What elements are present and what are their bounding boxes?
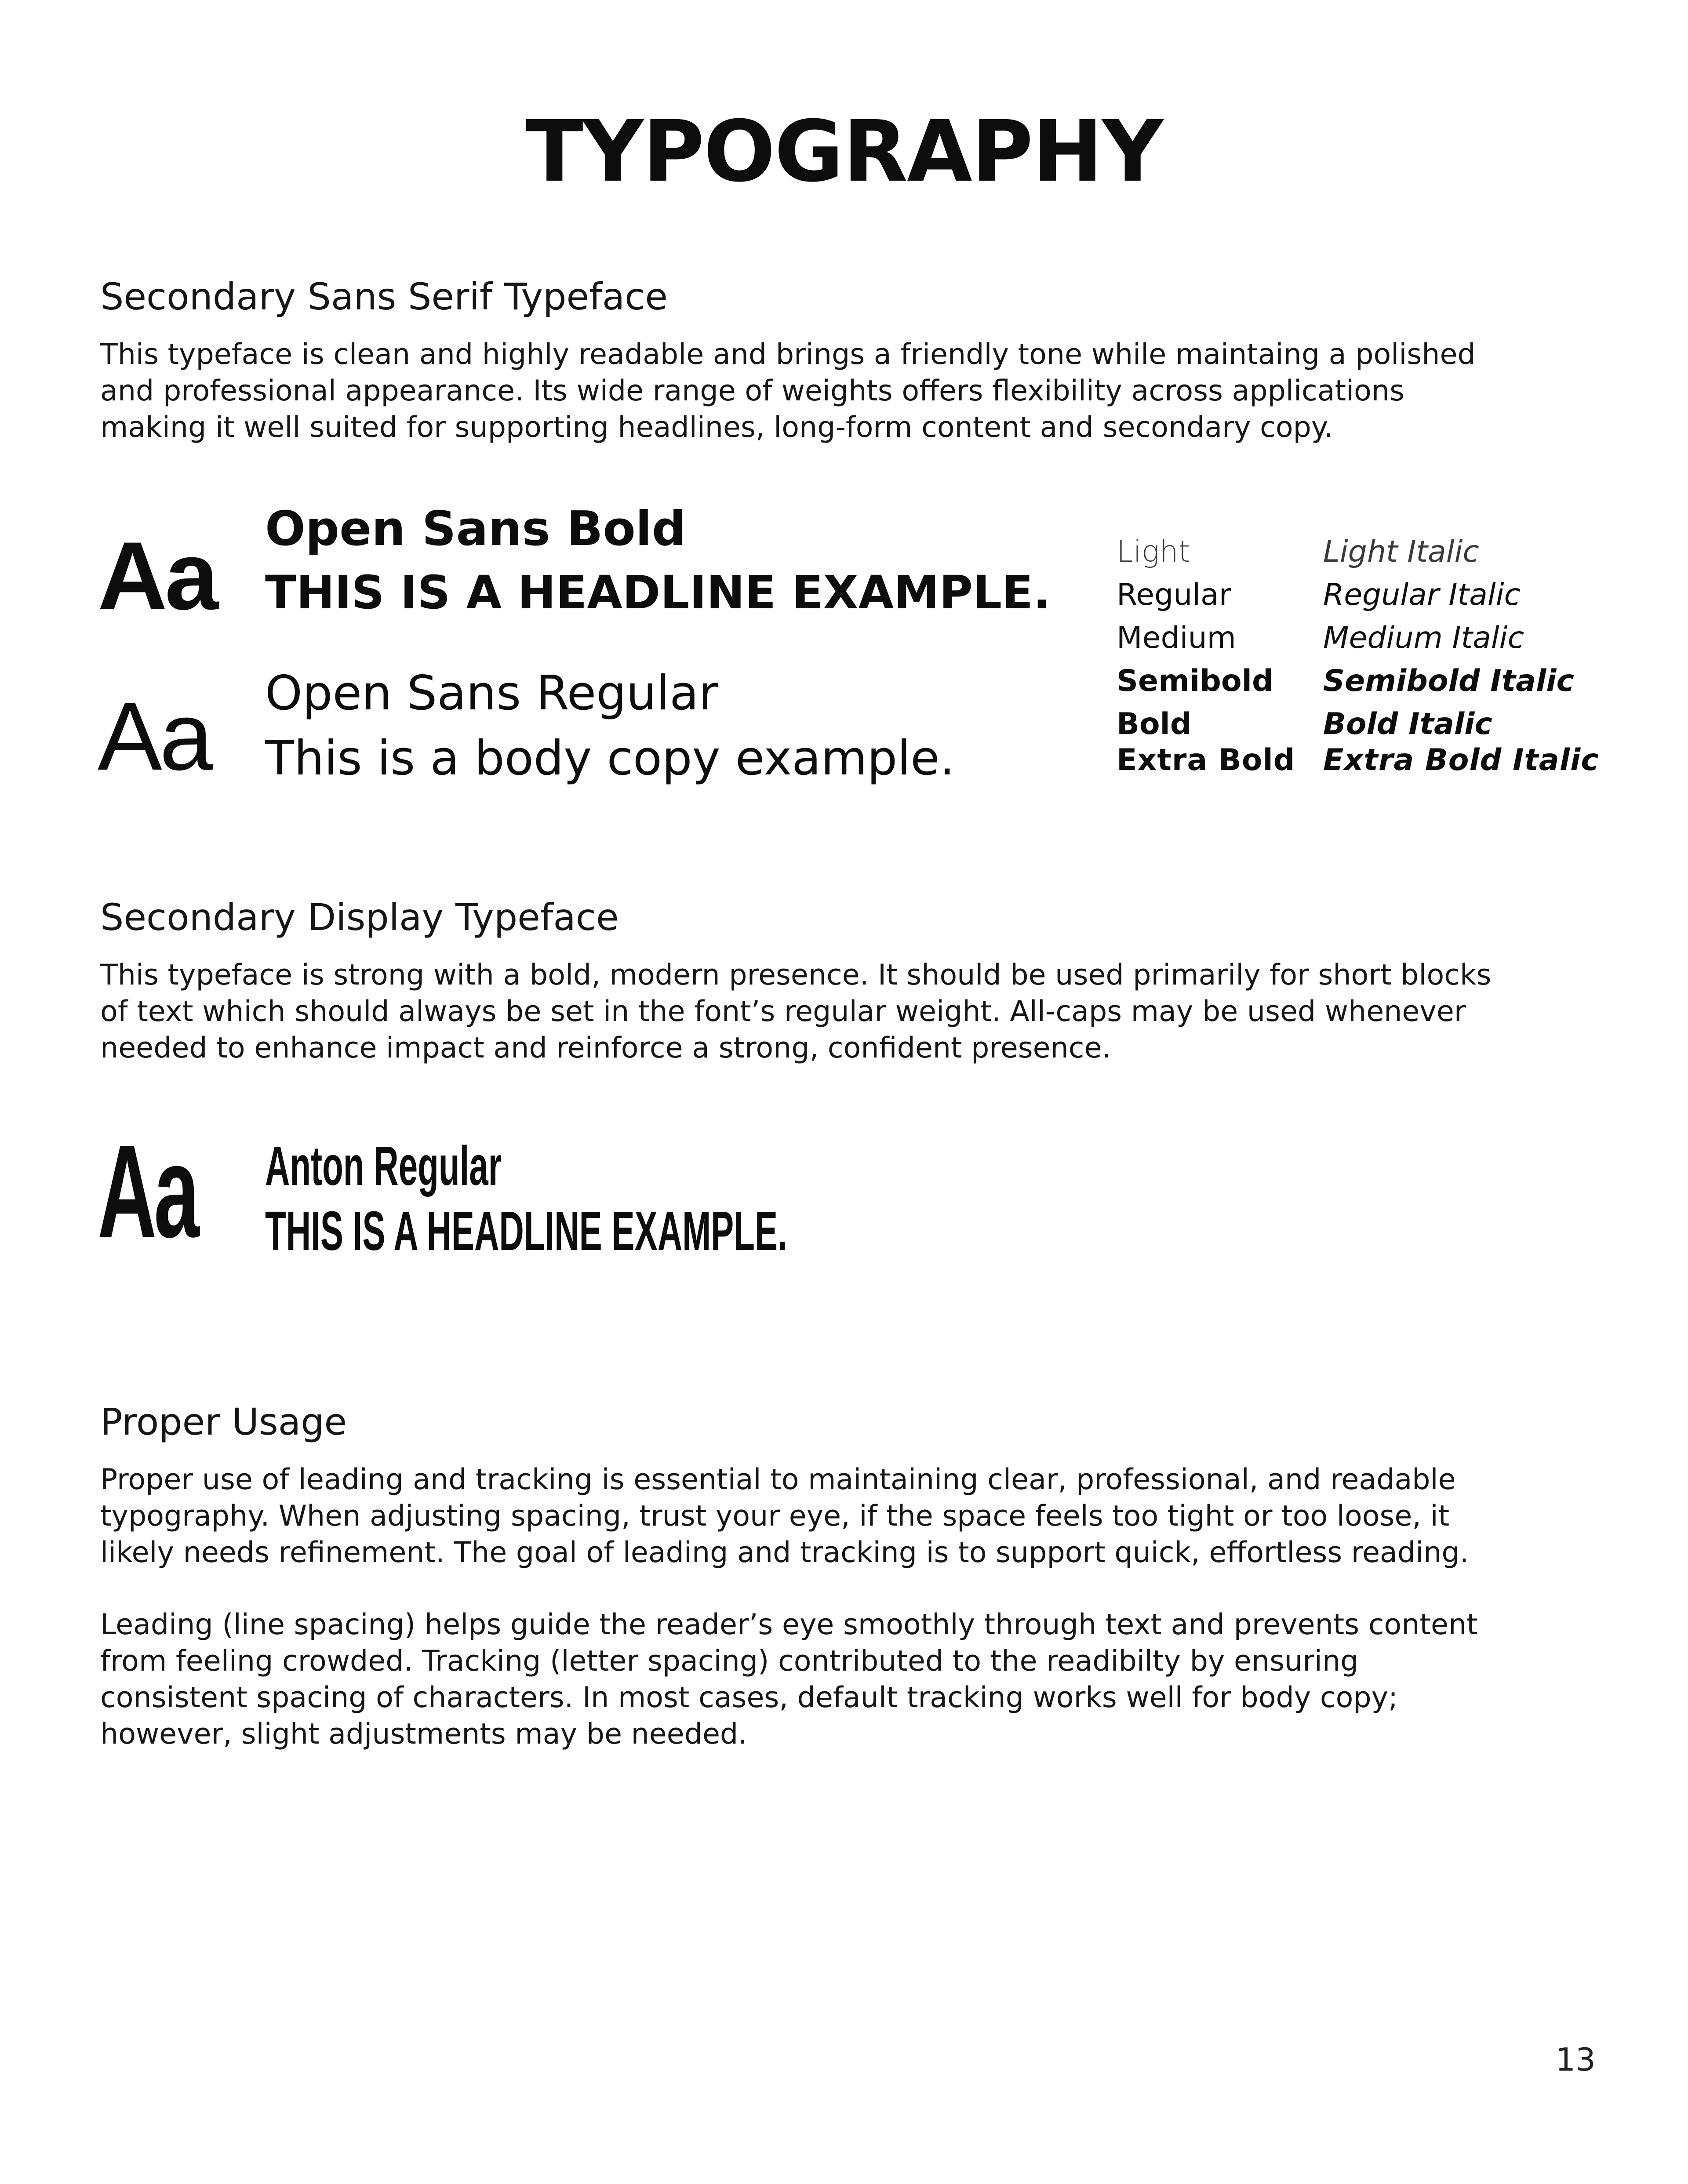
page-title: TYPOGRAPHY <box>525 103 1163 201</box>
page-number: 13 <box>1555 2041 1596 2078</box>
weight-semibold: Semibold <box>1117 664 1273 698</box>
weight-extra-bold: Extra Bold <box>1117 743 1295 778</box>
paragraph-line: from feeling crowded. Tracking (letter spacing) contributed to the readibilty by ensuring <box>100 1645 1359 1678</box>
usage-heading: Proper Usage <box>100 1400 347 1443</box>
description-line: making it well suited for supporting headlines, long-form content and secondary copy. <box>100 411 1333 444</box>
open-sans-regular-example: This is a body copy example. <box>265 731 955 786</box>
description-line: and professional appearance. Its wide range of weights offers flexibility across applications <box>100 374 1404 407</box>
display-description <box>100 957 1595 1066</box>
description-line: of text which should always be set in the font’s regular weight. All-caps may be used whenever <box>100 995 1466 1028</box>
open-sans-bold-specimen: Aa <box>98 522 216 630</box>
sans-serif-description <box>100 336 1595 446</box>
display-heading: Secondary Display Typeface <box>100 896 619 939</box>
weight-extra-bold-italic: Extra Bold Italic <box>1323 743 1599 778</box>
open-sans-regular-name: Open Sans Regular <box>265 666 718 721</box>
weight-regular-italic: Regular Italic <box>1323 578 1521 612</box>
weight-medium-italic: Medium Italic <box>1323 621 1524 655</box>
open-sans-regular-specimen: Aa <box>98 682 211 790</box>
paragraph-line: typography. When adjusting spacing, trust your eye, if the space feels too tight or too loose, it <box>100 1500 1450 1533</box>
anton-name: Anton Regular <box>265 1135 502 1197</box>
weight-bold-italic: Bold Italic <box>1323 707 1492 741</box>
weight-light-italic: Light Italic <box>1323 534 1479 569</box>
weight-regular: Regular <box>1117 578 1231 612</box>
weight-semibold-italic: Semibold Italic <box>1323 664 1574 698</box>
paragraph-line: consistent spacing of characters. In most cases, default tracking works well for body copy; <box>100 1681 1398 1714</box>
weight-light: Light <box>1117 534 1190 569</box>
usage-paragraph-2 <box>100 1606 1595 1752</box>
open-sans-bold-name: Open Sans Bold <box>265 501 686 556</box>
paragraph-line: Proper use of leading and tracking is essential to maintaining clear, professional, and readable <box>100 1463 1456 1496</box>
paragraph-line: Leading (line spacing) helps guide the reader’s eye smoothly through text and prevents content <box>100 1608 1478 1641</box>
anton-example: THIS IS A HEADLINE EXAMPLE. <box>265 1200 787 1262</box>
weight-medium: Medium <box>1117 621 1236 655</box>
paragraph-line: likely needs refinement. The goal of leading and tracking is to support quick, effortless reading. <box>100 1536 1469 1569</box>
sans-serif-heading: Secondary Sans Serif Typeface <box>100 275 668 318</box>
open-sans-bold-example: THIS IS A HEADLINE EXAMPLE. <box>265 566 1051 619</box>
weight-bold: Bold <box>1117 707 1192 741</box>
description-line: needed to enhance impact and reinforce a strong, confident presence. <box>100 1032 1111 1065</box>
usage-paragraph-1 <box>100 1461 1595 1571</box>
anton-specimen: Aa <box>98 1117 197 1265</box>
description-line: This typeface is strong with a bold, modern presence. It should be used primarily for short blocks <box>100 959 1492 992</box>
description-line: This typeface is clean and highly readable and brings a friendly tone while maintaing a polished <box>100 338 1476 371</box>
paragraph-line: however, slight adjustments may be needed. <box>100 1718 747 1751</box>
